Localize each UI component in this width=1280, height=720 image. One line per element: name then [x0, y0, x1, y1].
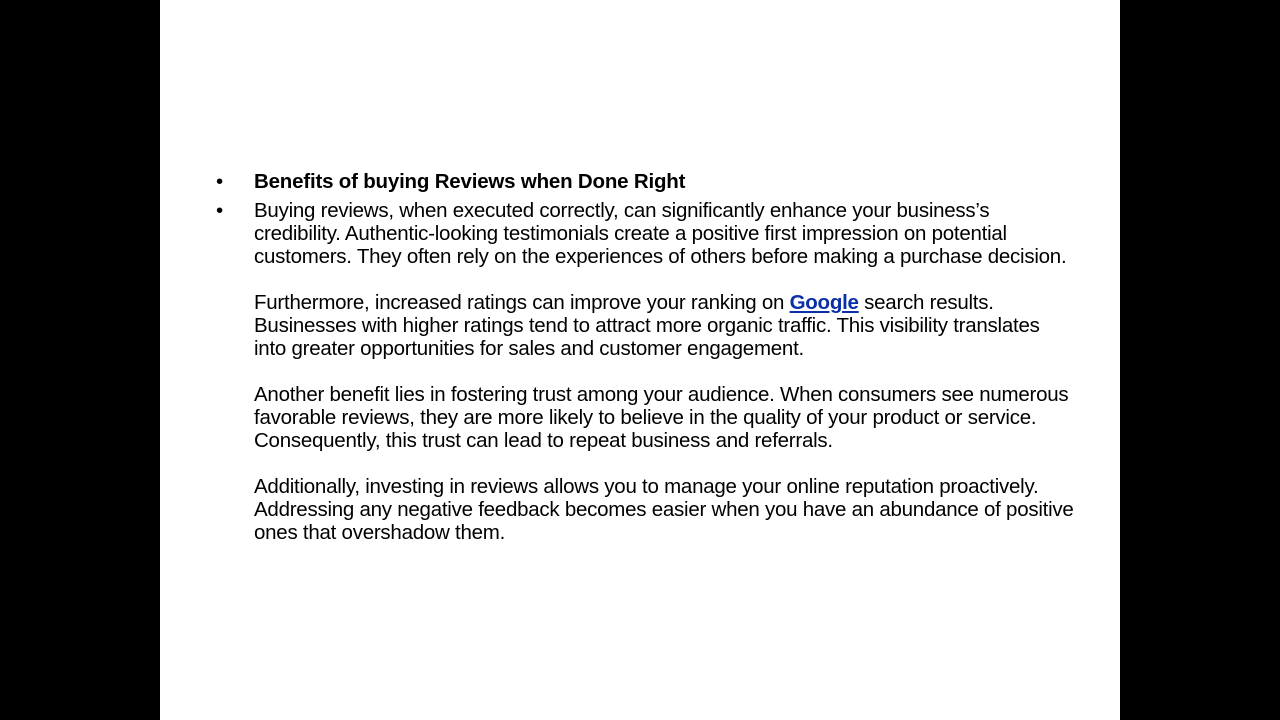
paragraph-ranking-start: Furthermore, increased ratings can improve your ranking on [254, 291, 790, 314]
bullet-icon: • [216, 170, 224, 193]
bullet-item-body [216, 199, 1076, 544]
google-link[interactable]: Google [789, 291, 859, 314]
slide-heading: Benefits of buying Reviews when Done Right [254, 170, 686, 193]
paragraph-ranking [254, 291, 1076, 360]
bullet-icon: • [216, 199, 224, 222]
body-text [254, 199, 1076, 544]
bullet-item-heading [216, 170, 1076, 193]
paragraph-reputation: Additionally, investing in reviews allows you to manage your online reputation proactively. Addressing any negative feedback becomes easier when you have an abundance of positive ones that overshadow them. [254, 475, 1074, 544]
paragraph-trust: Another benefit lies in fostering trust among your audience. When consumers see numerous favorable reviews, they are more likely to believe in the quality of your product or service. Consequently, this trust can lead to repeat business and referrals. [254, 383, 1069, 452]
paragraph-credibility: Buying reviews, when executed correctly, can significantly enhance your business’s credibility. Authentic-looking testimonials create a positive first impression on potential customers. They often rely on the experiences of others before making a purchase decision. [254, 199, 1067, 268]
bullet-list [216, 170, 1076, 550]
slide [160, 0, 1120, 720]
paragraph-ranking-end: search results. Businesses with higher ratings tend to attract more organic traffic. This visibility translates into greater opportunities for sales and customer engagement. [254, 291, 1040, 360]
